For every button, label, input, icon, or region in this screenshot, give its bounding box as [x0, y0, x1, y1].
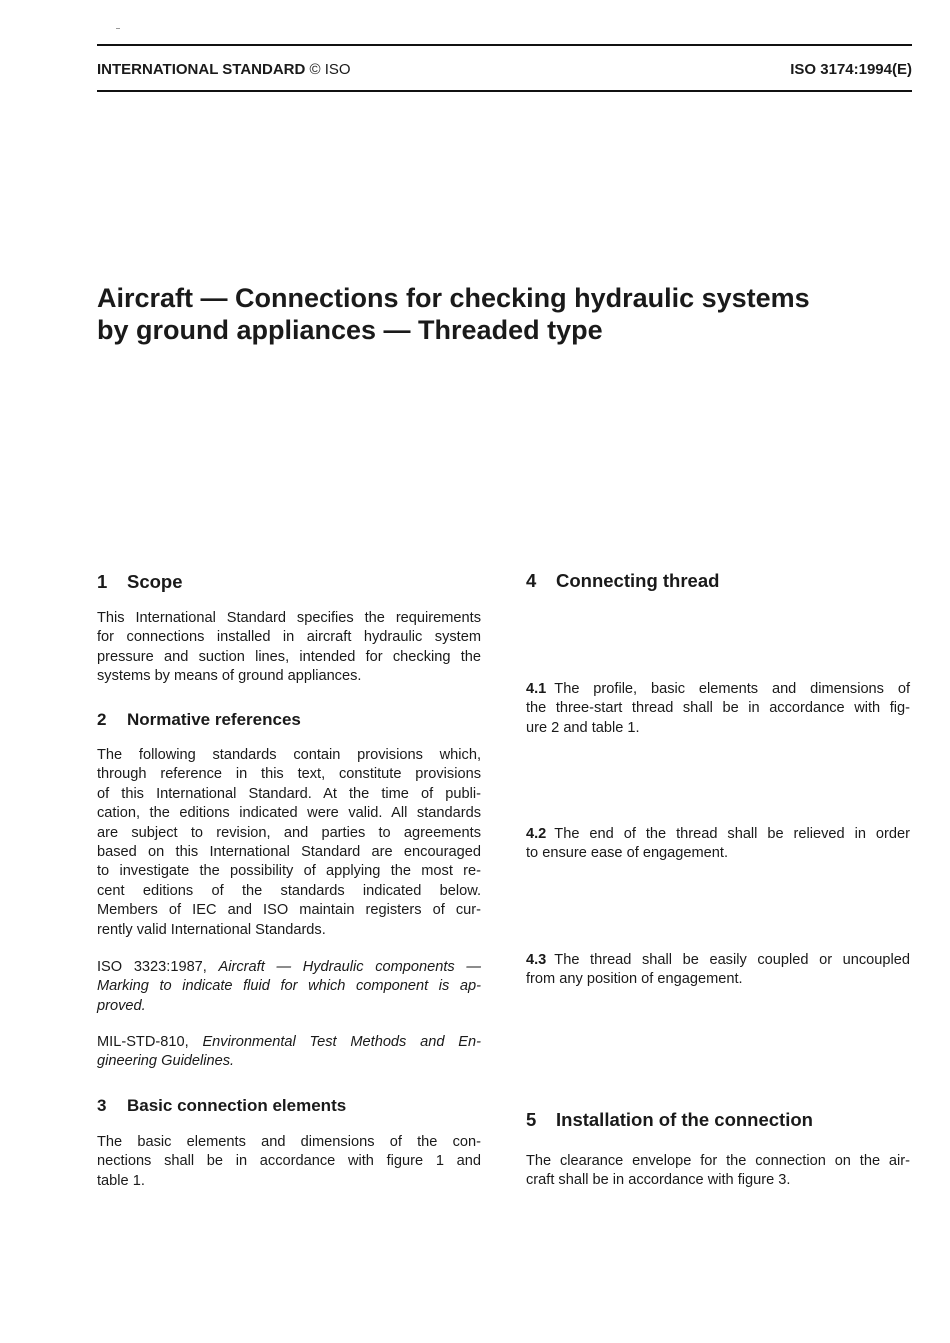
section-number: 4	[526, 570, 537, 591]
section-2-paragraph	[97, 746, 481, 940]
section-1-paragraph	[97, 609, 481, 687]
text-line: are subject to revision, and parties to agreements	[97, 824, 481, 841]
title-line-1: Aircraft — Connections for checking hydraulic systems	[97, 283, 810, 313]
text-line: The end of the thread shall be relieved in order	[554, 826, 910, 842]
text-line: pressure and suction lines, intended for checking the	[97, 648, 481, 665]
reference-title: Environmental Test Methods and En-	[202, 1034, 482, 1050]
header-top-rule	[97, 44, 912, 46]
title-line-2: by ground appliances — Threaded type	[97, 315, 603, 345]
reference-code: ISO 3323:1987,	[97, 959, 207, 975]
text-line: The thread shall be easily coupled or uncoupled	[554, 952, 910, 968]
section-number: 2	[97, 710, 107, 729]
section-2-heading	[97, 709, 301, 731]
text-line: rently valid International Standards.	[97, 921, 326, 938]
header-document-number: ISO 3174:1994(E)	[790, 61, 912, 78]
text-line: to ensure ease of engagement.	[526, 845, 729, 862]
text-line: nections shall be in accordance with figure 1 and	[97, 1153, 481, 1170]
subclause-number: 4.2	[526, 826, 547, 842]
text-line: cent editions of the standards indicated below.	[97, 882, 481, 899]
text-line: The profile, basic elements and dimensions of	[554, 681, 910, 697]
text-line: based on this International Standard are encouraged	[97, 844, 481, 861]
reference-title: Marking to indicate fluid for which component is ap-	[97, 978, 481, 995]
header-standard-type: INTERNATIONAL STANDARD	[97, 61, 306, 78]
section-title: Basic connection elements	[127, 1096, 347, 1115]
text-line: systems by means of ground appliances.	[97, 668, 362, 685]
text-line: ure 2 and table 1.	[526, 719, 640, 736]
text-line: the three-start thread shall be in accordance with fig-	[526, 700, 910, 717]
text-line: The clearance envelope for the connection on the air-	[526, 1153, 910, 1169]
text-line: Members of IEC and ISO maintain registers of cur-	[97, 902, 481, 919]
section-1-heading	[97, 571, 183, 593]
text-line: through reference in this text, constitute provisions	[97, 766, 481, 783]
subclause-4-2	[526, 825, 910, 864]
reference-code: MIL-STD-810,	[97, 1034, 189, 1050]
reference-title: gineering Guidelines.	[97, 1053, 235, 1070]
text-line: from any position of engagement.	[526, 971, 743, 988]
section-3-heading	[97, 1095, 346, 1117]
subclause-4-3	[526, 951, 910, 990]
scan-mark	[116, 28, 120, 29]
section-title: Connecting thread	[556, 570, 720, 591]
text-line: cation, the editions indicated were valid. All standards	[97, 805, 481, 822]
reference-title: proved.	[97, 997, 146, 1014]
text-line: table 1.	[97, 1172, 145, 1189]
document-title	[97, 282, 897, 346]
text-line: of this International Standard. At the time of publi-	[97, 785, 481, 802]
text-line: The following standards contain provisions which,	[97, 747, 481, 763]
reference-iso-3323	[97, 958, 481, 1016]
section-3-paragraph	[97, 1133, 481, 1191]
subclause-4-1	[526, 680, 910, 738]
section-title: Normative references	[127, 710, 301, 729]
section-number: 1	[97, 571, 108, 592]
header-standard-label	[97, 61, 351, 79]
subclause-number: 4.3	[526, 952, 547, 968]
section-number: 3	[97, 1096, 107, 1115]
section-title: Installation of the connection	[556, 1109, 813, 1130]
text-line: The basic elements and dimensions of the con-	[97, 1134, 481, 1150]
header-copyright: © ISO	[309, 61, 351, 78]
text-line: to investigate the possibility of applying the most re-	[97, 863, 481, 880]
text-line: craft shall be in accordance with figure 3.	[526, 1172, 791, 1189]
section-4-heading	[526, 570, 719, 592]
text-line: for connections installed in aircraft hydraulic system	[97, 629, 481, 646]
reference-mil-std-810	[97, 1033, 481, 1072]
section-number: 5	[526, 1109, 537, 1130]
reference-title: Aircraft — Hydraulic components —	[218, 959, 481, 975]
section-title: Scope	[127, 571, 183, 592]
text-line: This International Standard specifies the requirements	[97, 610, 481, 626]
header-bottom-rule	[97, 90, 912, 92]
section-5-paragraph	[526, 1152, 910, 1191]
section-5-heading	[526, 1109, 813, 1131]
subclause-number: 4.1	[526, 681, 547, 697]
